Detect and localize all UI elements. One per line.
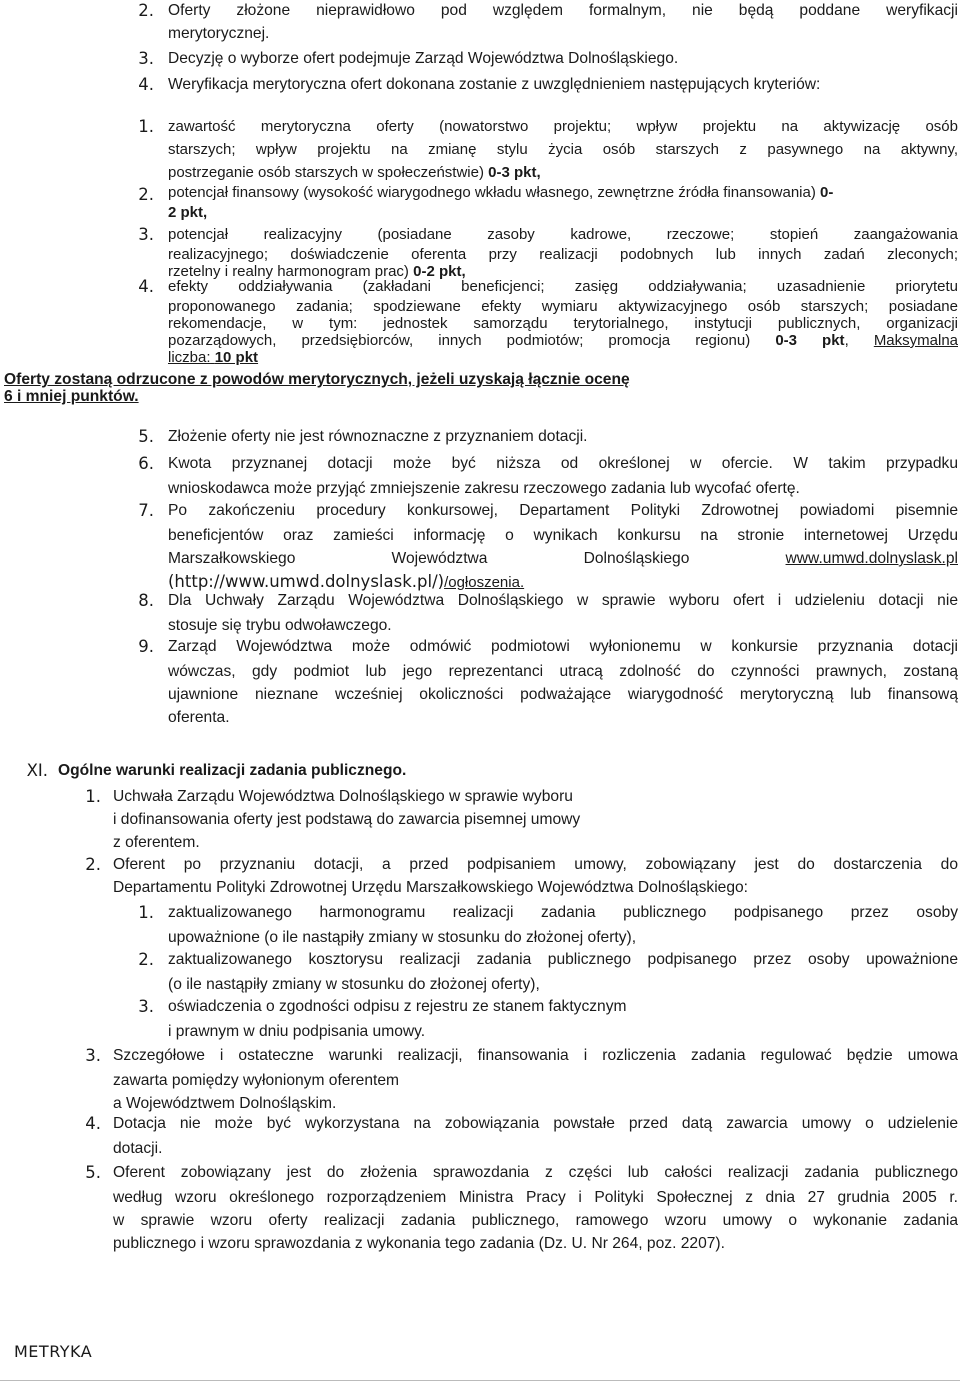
item-text: w sprawie wzoru oferty realizacji zadania publicznego, ramowego wzoru umowy o wykonanie zadania — [113, 1212, 958, 1229]
item-number: 3. — [138, 49, 154, 68]
item-text: Decyzję o wyborze ofert podejmuje Zarząd Województwa Dolnośląskiego. — [168, 50, 679, 67]
item-number: 1. — [85, 787, 101, 806]
item-number: 8. — [138, 591, 154, 610]
points-value: 0-2 pkt, — [413, 263, 466, 280]
separator: , — [844, 332, 849, 349]
max-line: liczba: — [168, 349, 211, 366]
item-text: Weryfikacja merytoryczna ofert dokonana zostanie z uwzględnieniem następujących kryteriów: — [168, 76, 821, 93]
item-text: Oferty złożone nieprawidłowo pod względem formalnym, nie będą poddane weryfikacji — [168, 2, 958, 19]
item-text: rekomendacje, w tym: jednostek samorządu terytorialnego, instytucji publicznych, organizacji — [168, 315, 958, 332]
item-text: merytorycznej. — [168, 25, 270, 42]
item-number: 7. — [138, 501, 154, 520]
item-text: potencjał realizacyjny (posiadane zasoby kadrowe, rzeczowe; stopień zaangażowania — [168, 226, 958, 243]
item-number: 3. — [138, 997, 154, 1016]
points-value: 0- — [820, 184, 834, 201]
item-text: upoważnione (o ile nastąpiły zmiany w stosunku do złożonej oferty), — [168, 929, 637, 946]
item-number: 2. — [138, 185, 154, 204]
item-text: Departamentu Polityki Zdrowotnej Urzędu Marszałkowskiego Województwa Dolnośląskiego: — [113, 879, 749, 896]
item-text: efekty oddziaływania (zakładani beneficjenci; zasięg oddziaływania; uzasadnienie priorytetu — [168, 278, 958, 295]
item-text: pozarządowych, przedsiębiorców, innych podmiotów; promocja regionu) — [168, 332, 751, 349]
item-text: starszych; wpływ projektu na zmianę stylu życia osób starszych z pasywnego na aktywny, — [168, 141, 958, 158]
item-text: Złożenie oferty nie jest równoznaczne z przyznaniem dotacji. — [168, 428, 588, 445]
footer-label: METRYKA — [14, 1342, 93, 1361]
item-number: 1. — [138, 903, 154, 922]
item-number: 1. — [138, 117, 154, 136]
item-number: 4. — [138, 75, 154, 94]
item-text: i dofinansowania oferty jest podstawą do zawarcia pisemnej umowy — [113, 811, 581, 828]
item-text: beneficjentów oraz zamieści informację o wynikach konkursu na stronie internetowej Urzędu — [168, 527, 958, 544]
item-text: Po zakończeniu procedury konkursowej, Departament Polityki Zdrowotnej powiadomi pisemnie — [168, 502, 958, 519]
item-text: zawartość merytoryczna oferty (nowatorstwo projektu; wpływ projektu na aktywizację osób — [168, 118, 958, 135]
item-number: 2. — [138, 1, 154, 20]
item-text: zaktualizowanego harmonogramu realizacji zadania publicznego podpisanego przez osoby — [168, 904, 958, 921]
item-number: 3. — [138, 225, 154, 244]
item-text: ujawnione nieznane wcześniej okoliczności podważające wiarygodność merytoryczną lub finansową — [168, 686, 958, 703]
points-value: 0-3 pkt — [775, 332, 845, 349]
announcements-link[interactable]: /ogłoszenia. — [444, 574, 525, 591]
item-text: Uchwała Zarządu Województwa Dolnośląskiego w sprawie wyboru — [113, 788, 573, 805]
item-number: 5. — [138, 427, 154, 446]
item-text: Dotacja nie może być wykorzystana na zobowiązania powstałe przed datą zawarcia umowy o udzielenie — [113, 1115, 958, 1132]
item-text: proponowanego zadania; spodziewane efekty wymiaru aktywizacyjnego osób starszych; posiadane — [168, 298, 958, 315]
item-text: (o ile nastąpiły zmiany w stosunku do złożonej oferty), — [168, 976, 540, 993]
item-number: 5. — [85, 1163, 101, 1182]
item-number: 3. — [85, 1046, 101, 1065]
item-text: postrzeganie osób starszych w społeczeństwie) — [168, 164, 484, 181]
item-text: Kwota przyznanej dotacji może być niższa od określonej w ofercie. W takim przypadku — [168, 455, 958, 472]
rejection-line: 6 i mniej punktów. — [4, 388, 139, 405]
item-text: Oferent zobowiązany jest do złożenia sprawozdania z części lub całości realizacji zadania publicznego — [113, 1164, 958, 1181]
url-link[interactable]: (http://www.umwd.dolnyslask.pl/) — [168, 572, 445, 591]
item-text: Szczegółowe i ostateczne warunki realizacji, finansowania i rozliczenia zadania regulować będzie umowa — [113, 1047, 958, 1064]
item-text: publicznego i wzoru sprawozdania z wykonania tego zadania (Dz. U. Nr 264, poz. 2207). — [113, 1235, 725, 1252]
item-text: potencjał finansowy (wysokość wiarygodnego wkładu własnego, zewnętrzne źródła finansowania) — [168, 184, 816, 201]
item-text: z oferentem. — [113, 834, 200, 851]
item-text: i prawnym w dniu podpisania umowy. — [168, 1023, 426, 1040]
section-title: Ogólne warunki realizacji zadania publicznego. — [58, 762, 407, 779]
item-text: zaktualizowanego kosztorysu realizacji zadania publicznego podpisanego przez osoby upoważnione — [168, 951, 958, 968]
item-text: dotacji. — [113, 1140, 163, 1157]
item-text: oferenta. — [168, 709, 230, 726]
max-label: Maksymalna — [873, 332, 958, 349]
max-value: 10 pkt — [214, 349, 259, 366]
item-number: 4. — [138, 277, 154, 296]
item-text: Marszałkowskiego Województwa Dolnośląskiego — [168, 550, 690, 567]
section-number: XI. — [26, 761, 48, 780]
item-text: wówczas, gdy podmiot lub jego reprezentanci utracą zdolność do czynności prawnych, zostaną — [168, 663, 958, 680]
item-number: 6. — [138, 454, 154, 473]
item-number: 2. — [85, 855, 101, 874]
points-value: 2 pkt, — [168, 204, 208, 221]
item-text: Oferent po przyznaniu dotacji, a przed podpisaniem umowy, zobowiązany jest do dostarczenia do — [113, 856, 958, 873]
item-text: rzetelny i realny harmonogram prac) — [168, 263, 409, 280]
item-text: Zarząd Województwa może odmówić podmiotowi wyłonionemu w konkursie przyznania dotacji — [168, 638, 958, 655]
item-text: wnioskodawca może przyjąć zmniejszenie zakresu rzeczowego zadania lub wycofać ofertę. — [168, 480, 800, 497]
item-text: zawarta pomiędzy wyłonionym oferentem — [113, 1072, 400, 1089]
item-text: oświadczenia o zgodności odpisu z rejestru ze stanem faktycznym — [168, 998, 627, 1015]
item-text: stosuje się trybu odwoławczego. — [168, 617, 392, 634]
item-text: Dla Uchwały Zarządu Województwa Dolnośląskiego w sprawie wyboru ofert i udzieleniu dotacji nie — [168, 592, 958, 609]
item-number: 2. — [138, 950, 154, 969]
item-text: według wzoru określonego rozporządzeniem Ministra Pracy i Polityki Społecznej z dnia 27 grudnia 2005 r. — [113, 1189, 958, 1206]
rejection-line: Oferty zostaną odrzucone z powodów merytorycznych, jeżeli uzyskają łącznie ocenę — [4, 371, 630, 388]
item-number: 9. — [138, 637, 154, 656]
item-number: 4. — [85, 1114, 101, 1133]
website-link[interactable]: www.umwd.dolnyslask.pl — [785, 550, 958, 567]
page-divider — [0, 1380, 960, 1381]
points-value: 0-3 pkt, — [488, 164, 541, 181]
item-text: a Województwem Dolnośląskim. — [113, 1095, 337, 1112]
item-text: realizacyjnego; doświadczenie oferenta przy realizacji podobnych lub innych zadań zleconych; — [168, 246, 958, 263]
